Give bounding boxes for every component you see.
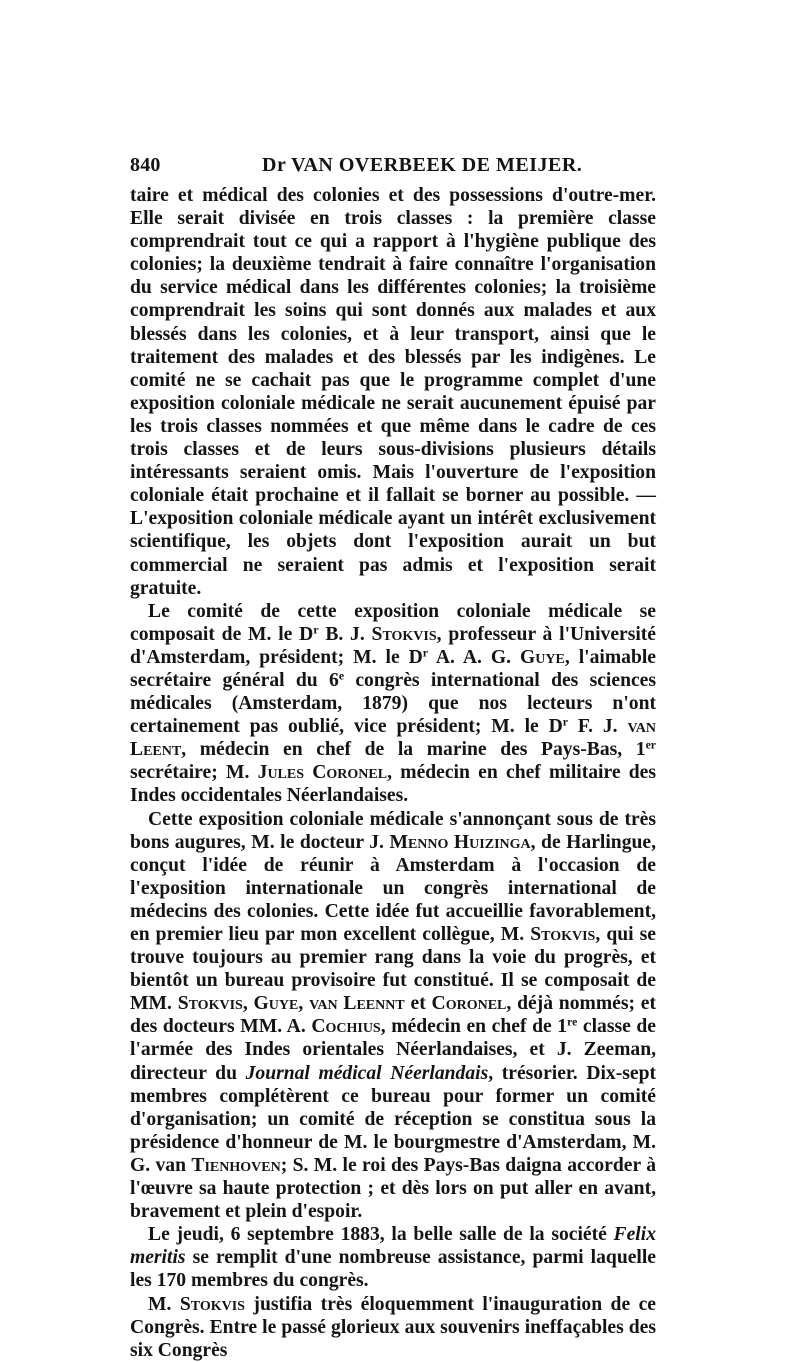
running-title: Dr VAN OVERBEEK DE MEIJER. <box>262 154 583 176</box>
text-run: , médecin en chef de la marine des Pays-Bas, 1 <box>181 739 646 761</box>
page-header <box>130 154 656 184</box>
paragraph-stokvis-speech <box>130 1293 656 1362</box>
page-number: 840 <box>130 154 161 176</box>
italic-title: Journal médical Néerlandais <box>245 1062 489 1084</box>
book-page <box>130 154 656 1362</box>
text-run: F. J. <box>568 716 628 738</box>
text-run: secrétaire; M. <box>130 762 258 784</box>
person-name: Stokvis <box>177 993 243 1015</box>
italic-title: Felix meritis <box>130 1224 656 1269</box>
superscript: r <box>313 623 319 637</box>
text-run: , <box>298 993 310 1015</box>
text-run: se remplit d'une nombreuse assistance, parmi laquelle les 170 membres du congrès. <box>130 1247 656 1292</box>
superscript: r <box>562 715 568 729</box>
text-run: ; S. M. le roi des Pays-Bas daigna accorder à l'œuvre sa haute protection ; et dès lors on put aller en avant, bravement et plein d'espoir. <box>130 1154 656 1223</box>
person-name: Stokvis <box>371 623 437 645</box>
person-name: Stokvis <box>179 1293 245 1315</box>
text-run: Le comité de cette exposition coloniale médicale se composait de M. le D <box>130 600 656 645</box>
person-name: van Leennt <box>309 993 405 1015</box>
person-name: Coronel <box>431 993 507 1015</box>
text-run: classe de l'armée des Indes orientales Néerlandaises, et J. Zeeman, directeur du <box>130 1016 656 1084</box>
text-run: A. A. G. <box>428 646 521 668</box>
text-run: Le jeudi, 6 septembre 1883, la belle salle de la société <box>148 1224 614 1246</box>
text-run: , de Harlingue, conçut l'idée de réunir à Amsterdam à l'occasion de l'exposition internationale un congrès international de médecins des colonies. Cette idée fut accueillie favorablement, en premier lieu par mon excellent collègue, M. <box>130 831 656 945</box>
text-run: B. J. <box>318 623 372 645</box>
paragraph-continuation <box>130 184 656 600</box>
person-name: Guye <box>253 993 299 1015</box>
text-run: taire et médical des colonies et des possessions d'outre-mer. Elle serait divisée en trois classes : la première classe comprendrait tout ce qui a rapport à l'hygiène publique des colonies; la deuxième tendrait à faire connaître l'organisation du service médical dans les différentes colonies; la troisième comprendrait les soins qui sont donnés aux malades et aux blessés dans les colonies, et à leur transport, ainsi que le traitement des malades et des blessés par les indigènes. Le comité ne se cachait pas que le programme complet d'une exposition coloniale médicale ne serait aucunement épuisé par les trois classes nommées et que même dans le cadre de ces trois classes et de leurs sous-divisions plusieurs détails intéressants seraient omis. Mais l'ouverture de l'exposition coloniale était prochaine et il fallait se borner au possible. — L'exposition coloniale médicale ayant un intérêt exclusivement scientifique, les objets dont l'exposition aurait un but commercial ne seraient pas admis et l'exposition serait gratuite. <box>130 185 656 599</box>
person-name: van Leent <box>130 716 656 761</box>
text-run: , qui se trouve toujours au premier rang dans la voie du progrès, et bientôt un bureau provisoire fut constitué. Il se composait de MM. <box>130 924 656 1015</box>
text-run: , professeur à l'Université d'Amsterdam, président; M. le D <box>130 623 656 668</box>
body-text <box>130 184 656 1362</box>
text-run: et <box>404 993 432 1015</box>
superscript: re <box>567 1015 578 1029</box>
person-name: Menno Huizinga <box>389 831 531 853</box>
person-name: Tienhoven <box>191 1154 281 1176</box>
paragraph-committee <box>130 600 656 808</box>
text-run: , déjà nommés; et des docteurs MM. A. <box>130 993 657 1038</box>
paragraph-congress-origin <box>130 808 656 1224</box>
text-run: , médecin en chef de 1 <box>380 1016 568 1038</box>
text-run: M. <box>148 1293 180 1315</box>
text-run: , trésorier. Dix-sept membres complétèrent ce bureau pour former un comité d'organisation; un comité de réception se constitua sous la présidence d'honneur de M. le bourgmestre d'Amsterdam, M. G. van <box>130 1062 656 1176</box>
person-name: Stokvis <box>530 924 596 945</box>
text-run: justifia très éloquemment l'inauguration de ce Congrès. Entre le passé glorieux aux souvenirs ineffaçables des six Congrès <box>130 1293 656 1361</box>
person-name: Cochius <box>311 1016 381 1038</box>
text-run: congrès international des sciences médicales (Amsterdam, 1879) que nos lecteurs n'ont certainement pas oublié, vice président; M. le D <box>130 669 656 738</box>
text-run: , médecin en chef militaire des Indes occidentales Néerlandaises. <box>130 762 656 807</box>
person-name: Guye <box>520 646 565 668</box>
text-run: , l'aimable secrétaire général du 6 <box>130 646 656 691</box>
superscript: r <box>422 646 428 660</box>
person-name: Jules Coronel <box>257 762 388 784</box>
paragraph-opening-session <box>130 1223 656 1292</box>
text-run: , <box>242 993 254 1015</box>
superscript: er <box>645 738 656 752</box>
superscript: e <box>338 669 345 683</box>
text-run: Cette exposition coloniale médicale s'annonçant sous de très bons augures, M. le docteur J. <box>130 808 656 853</box>
